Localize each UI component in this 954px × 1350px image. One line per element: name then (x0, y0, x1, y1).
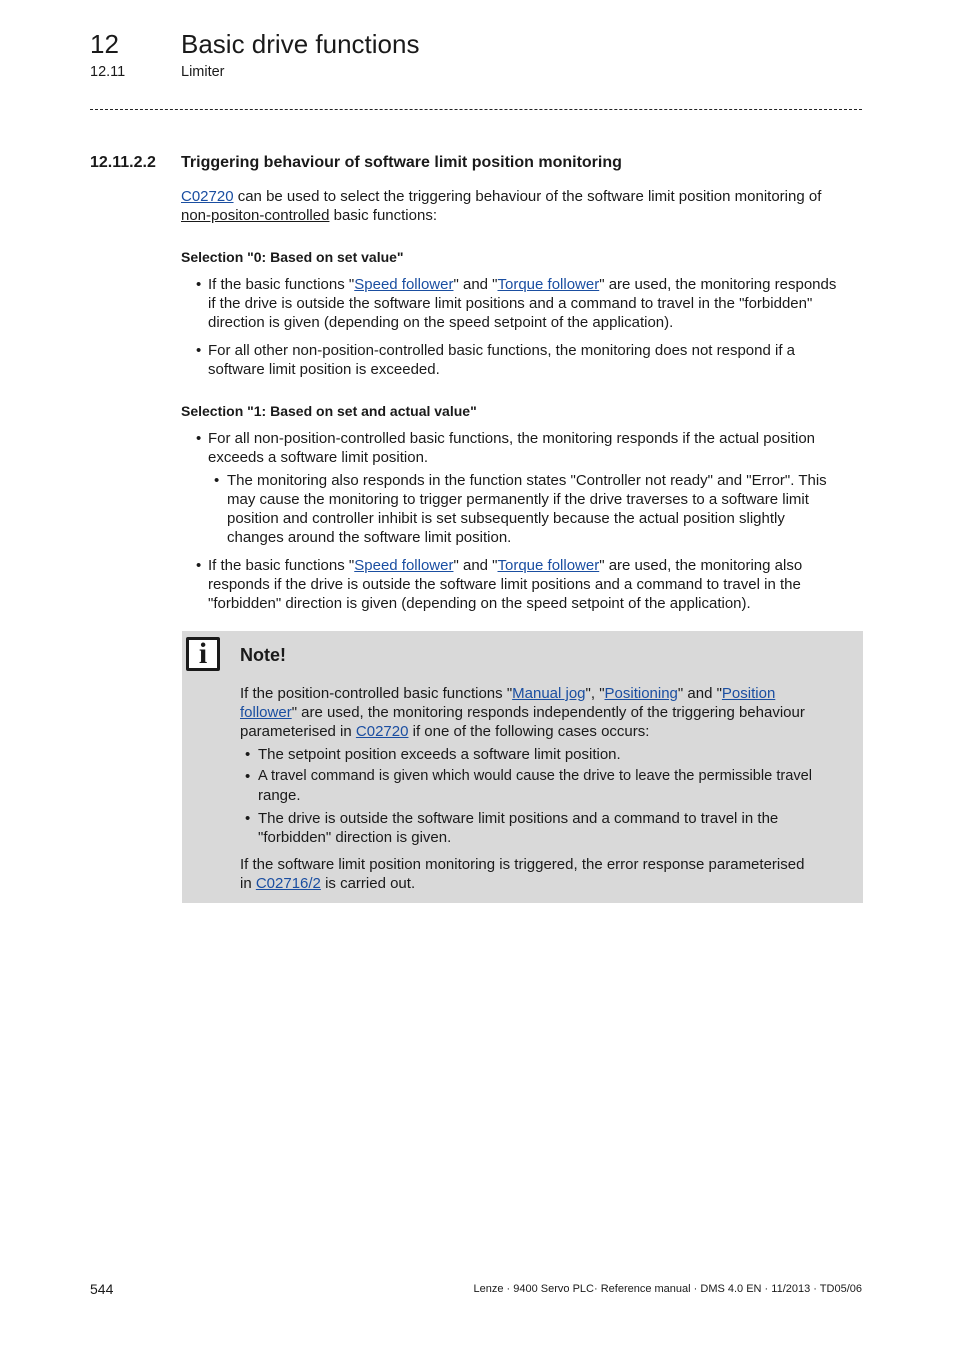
text-line: If the software limit position monitoring is triggered, the error response parameterised (240, 856, 805, 873)
selection0-bullet-2 (208, 341, 868, 379)
note-bullet-2 (258, 767, 858, 805)
link-speed-follower[interactable]: Speed follower (354, 276, 454, 293)
note-title: Note! (240, 645, 286, 665)
selection0-bullet-1 (208, 275, 868, 332)
text-line: software limit position is exceeded. (208, 361, 440, 378)
text-span: is carried out. (320, 875, 416, 892)
bullet-marker: • (245, 810, 251, 827)
note-paragraph-2 (240, 855, 855, 893)
text-line: range. (258, 787, 301, 804)
intro-underlined-term: non-positon-controlled (181, 207, 330, 224)
text-line: The drive is outside the software limit positions and a command to travel in the (258, 810, 779, 827)
link-torque-follower[interactable]: Torque follower (497, 276, 600, 293)
header-divider (90, 109, 862, 110)
page-number: 544 (90, 1281, 114, 1297)
text-line: may cause the monitoring to trigger permanently if the drive traverses to a software limit (227, 491, 809, 508)
bullet-marker: • (196, 342, 202, 359)
text-span: ", " (585, 685, 605, 702)
text-line: if the drive is outside the software limit positions and a command to travel in the "forbidden" (208, 295, 813, 312)
link-c02716-2[interactable]: C02716/2 (255, 875, 321, 892)
text-span: If the basic functions " (208, 276, 355, 293)
link-speed-follower[interactable]: Speed follower (354, 557, 454, 574)
link-position-follower[interactable]: Position (721, 685, 776, 702)
text-span: " are used, the monitoring responds (599, 276, 837, 293)
bullet-marker: • (245, 768, 251, 785)
link-c02720[interactable]: C02720 (355, 723, 409, 740)
subsection-number: 12.11 (90, 64, 126, 80)
text-span: " are used, the monitoring also (599, 557, 803, 574)
text-span: If the position-controlled basic functions " (240, 685, 513, 702)
bullet-marker: • (196, 557, 202, 574)
chapter-number: 12 (90, 29, 119, 59)
text-span: If the basic functions " (208, 557, 355, 574)
selection1-sub-bullet (227, 471, 867, 547)
text-line: responds if the drive is outside the software limit positions and a command to travel in the (208, 576, 801, 593)
bullet-marker: • (196, 430, 202, 447)
text-line: "forbidden" direction is given (depending on the speed setpoint of the application). (208, 595, 751, 612)
intro-text: can be used to select the triggering behaviour of the software limit position monitoring of (233, 188, 822, 205)
section-title: Triggering behaviour of software limit position monitoring (181, 154, 622, 171)
selection1-bullet-2 (208, 556, 868, 613)
text-line: For all other non-position-controlled basic functions, the monitoring does not respond if a (208, 342, 795, 359)
note-paragraph-1 (240, 684, 855, 741)
text-span: " and " (677, 685, 722, 702)
note-bullet-3 (258, 809, 858, 847)
text-span: " and " (453, 557, 498, 574)
text-line: For all non-position-controlled basic functions, the monitoring responds if the actual position (208, 430, 816, 447)
selection1-heading: Selection "1: Based on set and actual value" (181, 403, 477, 419)
text-line: A travel command is given which would cause the drive to leave the permissible travel (258, 768, 813, 784)
footer-info: Lenze · 9400 Servo PLC· Reference manual · DMS 4.0 EN · 11/2013 · TD05/06 (473, 1283, 862, 1295)
selection0-heading: Selection "0: Based on set value" (181, 249, 404, 265)
bullet-marker: • (214, 472, 220, 489)
text-span: parameterised in (240, 723, 356, 740)
link-position-follower[interactable]: follower (240, 704, 292, 721)
note-bullet-1: The setpoint position exceeds a software limit position. (258, 746, 621, 763)
text-span: " and " (453, 276, 498, 293)
link-manual-jog[interactable]: Manual jog (512, 685, 586, 702)
section-number: 12.11.2.2 (90, 154, 156, 171)
intro-text-end: basic functions: (329, 207, 437, 224)
selection1-bullet-1 (208, 429, 868, 467)
subsection-title: Limiter (181, 64, 225, 80)
link-torque-follower[interactable]: Torque follower (497, 557, 600, 574)
link-positioning[interactable]: Positioning (604, 685, 678, 702)
chapter-title: Basic drive functions (181, 29, 420, 59)
bullet-marker: • (196, 276, 202, 293)
text-line: direction is given (depending on the speed setpoint of the application). (208, 314, 674, 331)
info-icon: i (186, 637, 220, 671)
text-line: exceeds a software limit position. (208, 449, 429, 466)
text-span: in (240, 875, 256, 892)
text-line: The monitoring also responds in the function states "Controller not ready" and "Error". This (227, 472, 827, 489)
text-span: if one of the following cases occurs: (408, 723, 650, 740)
bullet-marker: • (245, 746, 251, 763)
link-c02720[interactable]: C02720 (181, 188, 234, 205)
text-span: " are used, the monitoring responds independently of the triggering behaviour (291, 704, 805, 721)
text-line: changes around the software limit position. (227, 529, 512, 546)
text-line: "forbidden" direction is given. (258, 829, 452, 846)
intro-paragraph (181, 187, 871, 225)
text-line: position and controller inhibit is set subsequently because the actual position slightly (227, 510, 785, 527)
